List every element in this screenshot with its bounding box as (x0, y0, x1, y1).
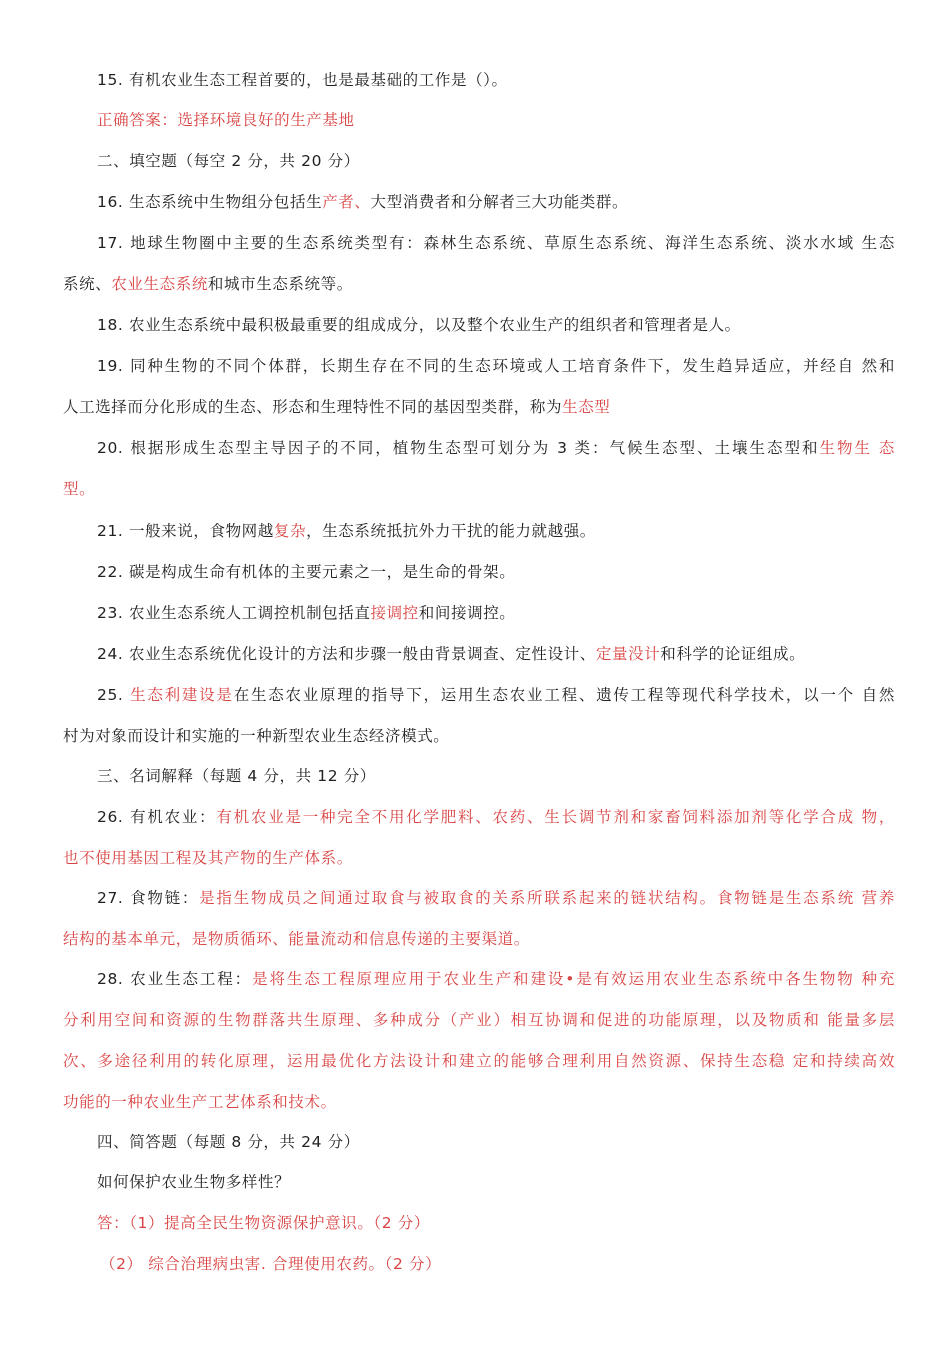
q16-text-end: 大型消费者和分解者三大功能类群。 (370, 193, 629, 211)
section-2-title: 二、填空题（每空 2 分，共 20 分） (97, 152, 360, 170)
q25-text: 在生态农业原理的指导下，运用生态农业工程、遗传工程等现代科学技术，以一个 自然 (233, 686, 895, 704)
question-20-line-2: 型。 (63, 480, 96, 498)
q25-number: 25. (97, 686, 131, 704)
q16-text: 16. 生态系统中生物组分包括生 (97, 193, 323, 211)
question-25-line-2: 村为对象而设计和实施的一种新型农业生态经济模式。 (63, 727, 450, 745)
q23-answer: 接调控 (370, 604, 419, 622)
q24-text-end: 和科学的论证组成。 (660, 645, 806, 663)
question-27-line-2: 结构的基本单元，是物质循环、能量流动和信息传递的主要渠道。 (63, 930, 530, 948)
q26-definition: 有机农业是一种完全不用化学肥料、农药、生长调节剂和家畜饲料添加剂等化学合成 物， (216, 808, 895, 826)
q21-text: 21. 一般来说，食物网越 (97, 522, 274, 540)
q23-text-end: 和间接调控。 (418, 604, 516, 622)
q19-text: 人工选择而分化形成的生态、形态和生理特性不同的基因型类群，称为 (63, 398, 563, 416)
question-20-line-1 (97, 437, 895, 459)
q16-answer: 产者、 (322, 193, 371, 211)
question-28-line-4: 功能的一种农业生产工艺体系和技术。 (63, 1093, 337, 1111)
question-28-line-2: 分利用空间和资源的生物群落共生原理、多种成分（产业）相互协调和促进的功能原理，以及物质和 能量多层 (63, 1011, 895, 1029)
section-4-title: 四、简答题（每题 8 分，共 24 分） (97, 1133, 360, 1151)
q27-term: 27. 食物链： (97, 889, 200, 907)
q25-answer: 生态利建设是 (130, 686, 234, 704)
question-16 (97, 191, 895, 213)
q21-text-end: ，生态系统抵抗外力干扰的能力就越强。 (306, 522, 596, 540)
question-22: 22. 碳是构成生命有机体的主要元素之一，是生命的骨架。 (97, 563, 516, 581)
q24-text: 24. 农业生态系统优化设计的方法和步骤一般由背景调查、定性设计、 (97, 645, 596, 663)
question-29: 如何保护农业生物多样性？ (97, 1173, 291, 1191)
question-26-line-1 (97, 806, 895, 828)
question-28-line-1 (97, 968, 895, 990)
q28-definition: 是将生态工程原理应用于农业生产和建设•是有效运用农业生态系统中各生物物 种充 (252, 970, 895, 988)
question-18: 18. 农业生态系统中最积极最重要的组成成分，以及整个农业生产的组织者和管理者是人。 (97, 316, 741, 334)
q23-text: 23. 农业生态系统人工调控机制包括直 (97, 604, 371, 622)
q26-term: 26. 有机农业： (97, 808, 217, 826)
q20-text: 20. 根据形成生态型主导因子的不同，植物生态型可划分为 3 类：气候生态型、土壤生态型和 (97, 439, 820, 457)
question-17-line-1: 17. 地球生物圈中主要的生态系统类型有：森林生态系统、草原生态系统、海洋生态系统、淡水水域 生态 (97, 234, 895, 252)
question-27-line-1 (97, 887, 895, 909)
answer-29-part-2: （2） 综合治理病虫害. 合理使用农药。（2 分） (100, 1255, 442, 1273)
q28-term: 28. 农业生态工程： (97, 970, 253, 988)
question-23 (97, 602, 895, 624)
question-21 (97, 520, 895, 542)
q17-text-end: 和城市生态系统等。 (207, 275, 353, 293)
question-19-line-1: 19. 同种生物的不同个体群，长期生存在不同的生态环境或人工培育条件下，发生趋异适应，并经自 然和 (97, 357, 895, 375)
section-3-title: 三、名词解释（每题 4 分，共 12 分） (97, 767, 376, 785)
question-19-line-2 (63, 396, 895, 418)
q24-answer: 定量没计 (595, 645, 661, 663)
q19-answer: 生态型 (562, 398, 611, 416)
q27-definition: 是指生物成员之间通过取食与被取食的关系所联系起来的链状结构。食物链是生态系统 营养 (199, 889, 895, 907)
question-24 (97, 643, 895, 665)
answer-29-part-1: 答：（1）提高全民生物资源保护意识。（2 分） (97, 1214, 430, 1232)
q21-answer: 复杂 (273, 522, 307, 540)
question-28-line-3: 次、多途径利用的转化原理，运用最优化方法设计和建立的能够合理利用自然资源、保持生态稳 定和持续高效 (63, 1052, 895, 1070)
question-15: 15. 有机农业生态工程首要的，也是最基础的工作是（）。 (97, 71, 508, 89)
answer-15: 正确答案：选择环境良好的生产基地 (97, 111, 355, 129)
q20-answer: 生物生 态 (819, 439, 895, 457)
question-26-line-2: 也不使用基因工程及其产物的生产体系。 (63, 849, 353, 867)
question-17-line-2 (63, 273, 895, 295)
question-25-line-1 (97, 684, 895, 706)
q17-text: 系统、 (63, 275, 112, 293)
q17-answer: 农业生态系统 (111, 275, 208, 293)
